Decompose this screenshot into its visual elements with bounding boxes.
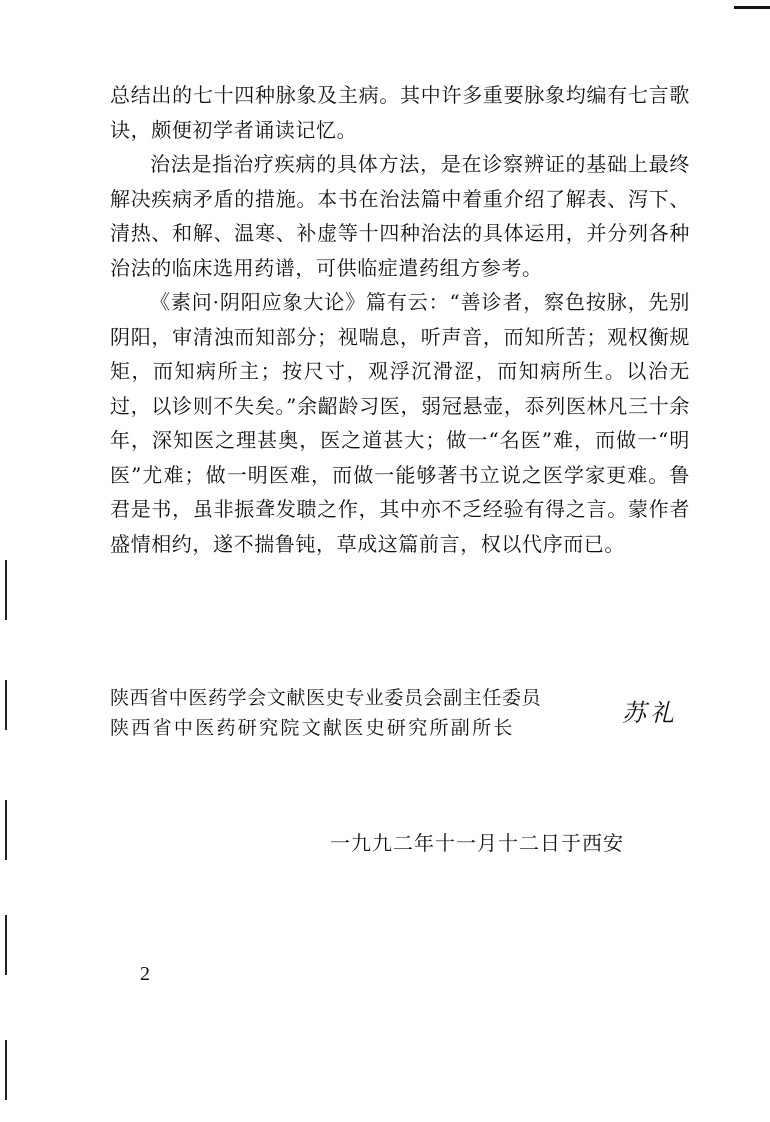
scan-edge-line <box>5 560 7 620</box>
paragraph: 《素问·阴阳应象大论》篇有云：“善诊者，察色按脉，先别阴阳，审清浊而知部分；视喘息，听声音，而知所苦；观权衡规矩，而知病所主；按尺寸，观浮沉滑涩，而知病所生。以治无过，以诊则不失矣。”余齠龄习医，弱冠悬壶，忝列医林凡三十余年，深知医之理甚奥，医之道甚大；做一“名医”难，而做一“明医”尤难；做一明医难，而做一能够著书立说之医学家更难。鲁君是书，虽非振聋发聩之作，其中亦不乏经验有得之言。蒙作者盛情相约，遂不揣鲁钝，草成这篇前言，权以代序而已。 <box>110 290 690 556</box>
affiliation-line: 陕西省中医药学会文献医史专业委员会副主任委员 <box>110 687 542 709</box>
scan-corner-mark <box>734 6 770 9</box>
page-number: 2 <box>140 963 150 985</box>
paragraph: 总结出的七十四种脉象及主病。其中许多重要脉象均编有七言歌诀，颇便初学者诵读记忆。 <box>110 83 690 142</box>
scan-edge-line <box>5 800 7 860</box>
paragraph: 治法是指治疗疾病的具体方法，是在诊察辨证的基础上最终解决疾病矛盾的措施。本书在治法篇中着重介绍了解表、泻下、清热、和解、温寒、补虚等十四种治法的具体运用，并分列各种治法的临床选用药谱，可供临症遣药组方参考。 <box>110 152 690 280</box>
scan-edge-line <box>5 680 7 730</box>
signature-block <box>110 683 690 763</box>
scan-edge-line <box>5 915 7 975</box>
body-text <box>110 78 690 561</box>
date-line: 一九九二年十一月十二日于西安 <box>330 831 624 855</box>
scan-edge-line <box>5 1040 7 1100</box>
affiliation-line: 陕西省中医药研究院文献医史研究所副所长 <box>110 717 515 739</box>
author-signature: 苏礼 <box>622 699 678 727</box>
